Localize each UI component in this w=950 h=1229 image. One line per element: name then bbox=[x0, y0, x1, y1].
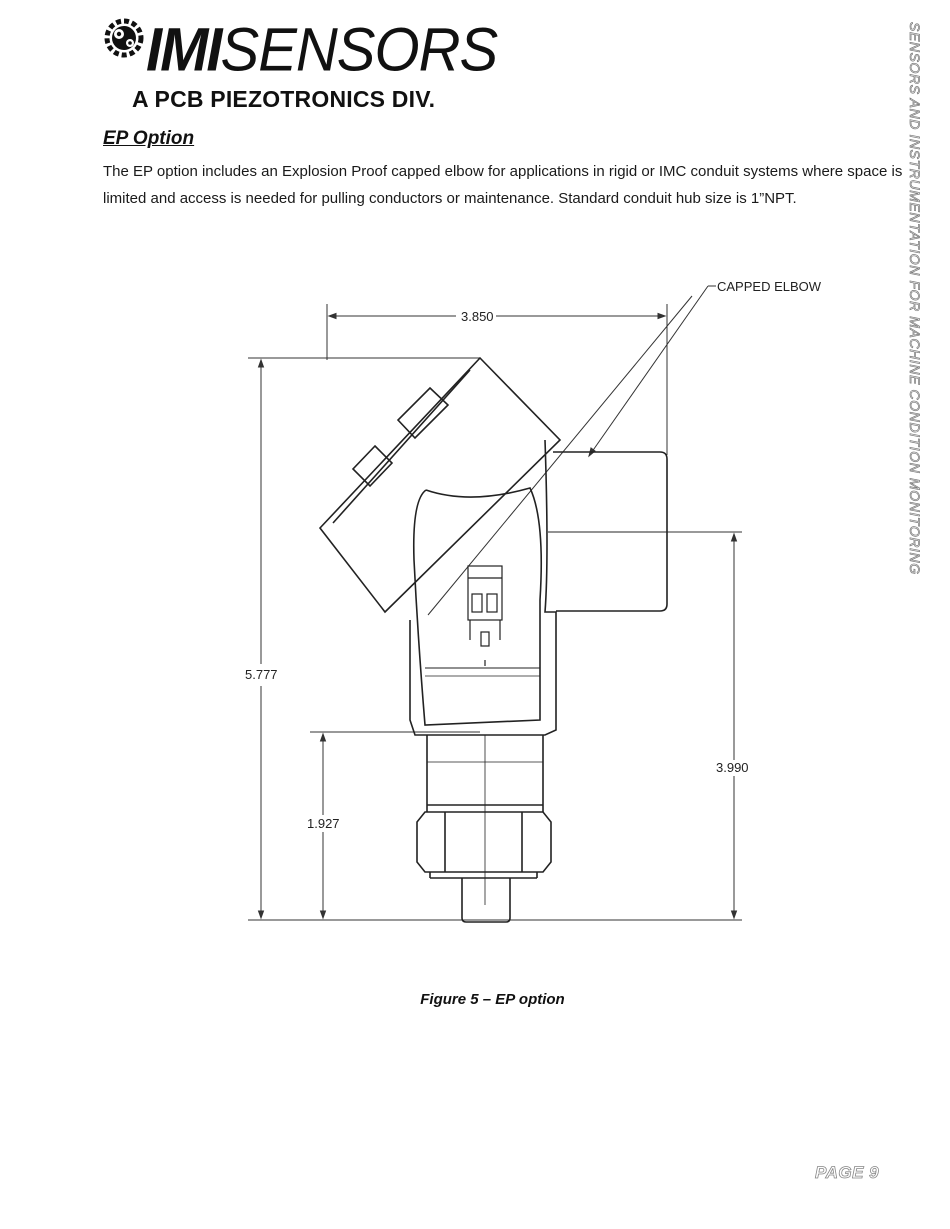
dim-total-height-label: 5.777 bbox=[245, 667, 278, 682]
dim-total-height-lines bbox=[248, 358, 742, 920]
dim-right-height-label: 3.990 bbox=[716, 760, 749, 775]
section-body: The EP option includes an Explosion Proof capped elbow for applications in rigid or IMC conduit systems where space is limited and access is needed for pulling conductors or maintenance. Standard conduit hub size is 1”NPT. bbox=[103, 163, 903, 207]
dim-width-label: 3.850 bbox=[461, 309, 494, 324]
dim-width-lines bbox=[327, 304, 667, 455]
logo-word-imi: IMI bbox=[146, 16, 221, 85]
logo-word-sensors: SENSORS bbox=[220, 16, 498, 85]
side-banner-text: SENSORS AND INSTRUMENTATION FOR MACHINE CONDITION MONITORING bbox=[907, 22, 923, 575]
terminal-block bbox=[468, 566, 502, 666]
housing-body bbox=[410, 440, 556, 735]
hex-nut bbox=[417, 812, 551, 878]
threaded-fitting bbox=[462, 878, 510, 922]
capped-elbow-cap bbox=[320, 358, 560, 612]
capped-elbow-callout: CAPPED ELBOW bbox=[717, 279, 822, 294]
logo-subtitle: A PCB PIEZOTRONICS DIV. bbox=[132, 86, 436, 112]
page-number: PAGE 9 bbox=[815, 1163, 880, 1182]
dim-lower-height-label: 1.927 bbox=[307, 816, 340, 831]
dim-right-height-lines bbox=[548, 532, 742, 918]
section-title: EP Option bbox=[103, 128, 195, 149]
figure-caption: Figure 5 – EP option bbox=[420, 991, 565, 1008]
